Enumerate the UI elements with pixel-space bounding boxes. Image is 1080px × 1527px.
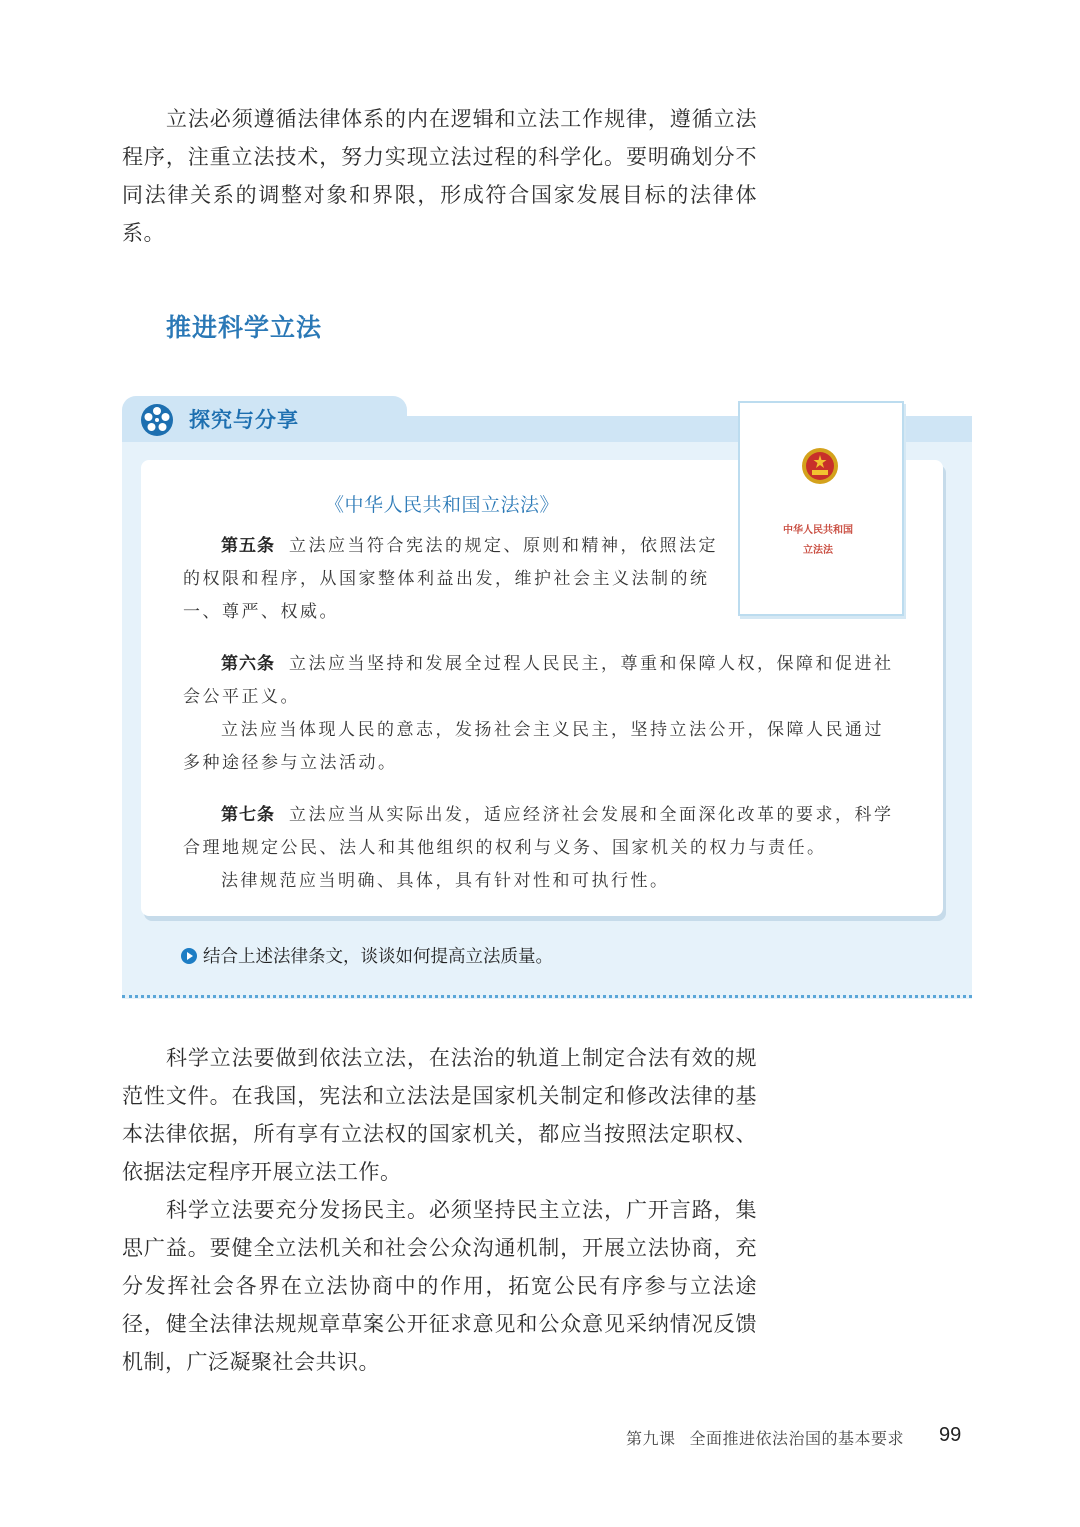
book-title-line2: 立法法: [803, 545, 833, 556]
law-title: 《中华人民共和国立法法》: [325, 494, 560, 516]
article-5: [183, 530, 723, 629]
page-footer: [626, 1426, 904, 1449]
dotted-divider: [122, 995, 972, 998]
article-number: 第五条: [221, 536, 275, 556]
page-number: 99: [939, 1424, 962, 1446]
section-heading: 推进科学立法: [166, 313, 323, 342]
explore-title: 探究与分享: [189, 408, 299, 432]
footer-chapter-title: 全面推进依法治国的基本要求: [689, 1429, 905, 1448]
law-book-cover: [738, 401, 904, 616]
body-paragraph-2: 科学立法要充分发扬民主。必须坚持民主立法，广开言路，集思广益。要健全立法机关和社会公众沟通机制，开展立法协商，充分发挥社会各界在立法协商中的作用，拓宽公民有序参与立法途径，健全法律法规规章草案公开征求意见和公众意见采纳情况反馈机制，广泛凝聚社会共识。: [122, 1198, 757, 1374]
article-6: [183, 648, 903, 780]
article-text: 立法应当体现人民的意志，发扬社会主义民主，坚持立法公开，保障人民通过多种途径参与立法活动。: [183, 720, 884, 773]
article-text: 法律规范应当明确、具体，具有针对性和可执行性。: [221, 871, 670, 891]
article-number: 第六条: [221, 654, 275, 674]
article-text: 立法应当坚持和发展全过程人民民主，尊重和保障人权，保障和促进社会公平正义。: [183, 654, 894, 707]
article-text: 立法应当从实际出发，适应经济社会发展和全面深化改革的要求，科学合理地规定公民、法人和其他组织的权利与义务、国家机关的权力与责任。: [183, 805, 894, 858]
article-number: 第七条: [221, 805, 275, 825]
intro-paragraph: 立法必须遵循法律体系的内在逻辑和立法工作规律，遵循立法程序，注重立法技术，努力实现立法过程的科学化。要明确划分不同法律关系的调整对象和界限，形成符合国家发展目标的法律体系。: [122, 107, 757, 245]
article-7: [183, 799, 903, 898]
book-title-line1: 中华人民共和国: [783, 525, 853, 536]
national-emblem-icon: [800, 446, 840, 486]
prompt-text: 结合上述法律条文，谈谈如何提高立法质量。: [203, 947, 553, 967]
footer-lesson: 第九课: [626, 1429, 676, 1448]
article-text: 立法应当符合宪法的规定、原则和精神，依照法定的权限和程序，从国家整体利益出发，维护社会主义法制的统一、尊严、权威。: [183, 536, 718, 622]
film-reel-icon: [139, 402, 175, 438]
discussion-prompt: [181, 943, 553, 968]
arrow-bullet-icon: [181, 948, 197, 964]
body-paragraph-1: 科学立法要做到依法立法，在法治的轨道上制定合法有效的规范性文件。在我国，宪法和立法法是国家机关制定和修改法律的基本法律依据，所有享有立法权的国家机关，都应当按照法定职权、依据法定程序开展立法工作。: [122, 1046, 757, 1184]
